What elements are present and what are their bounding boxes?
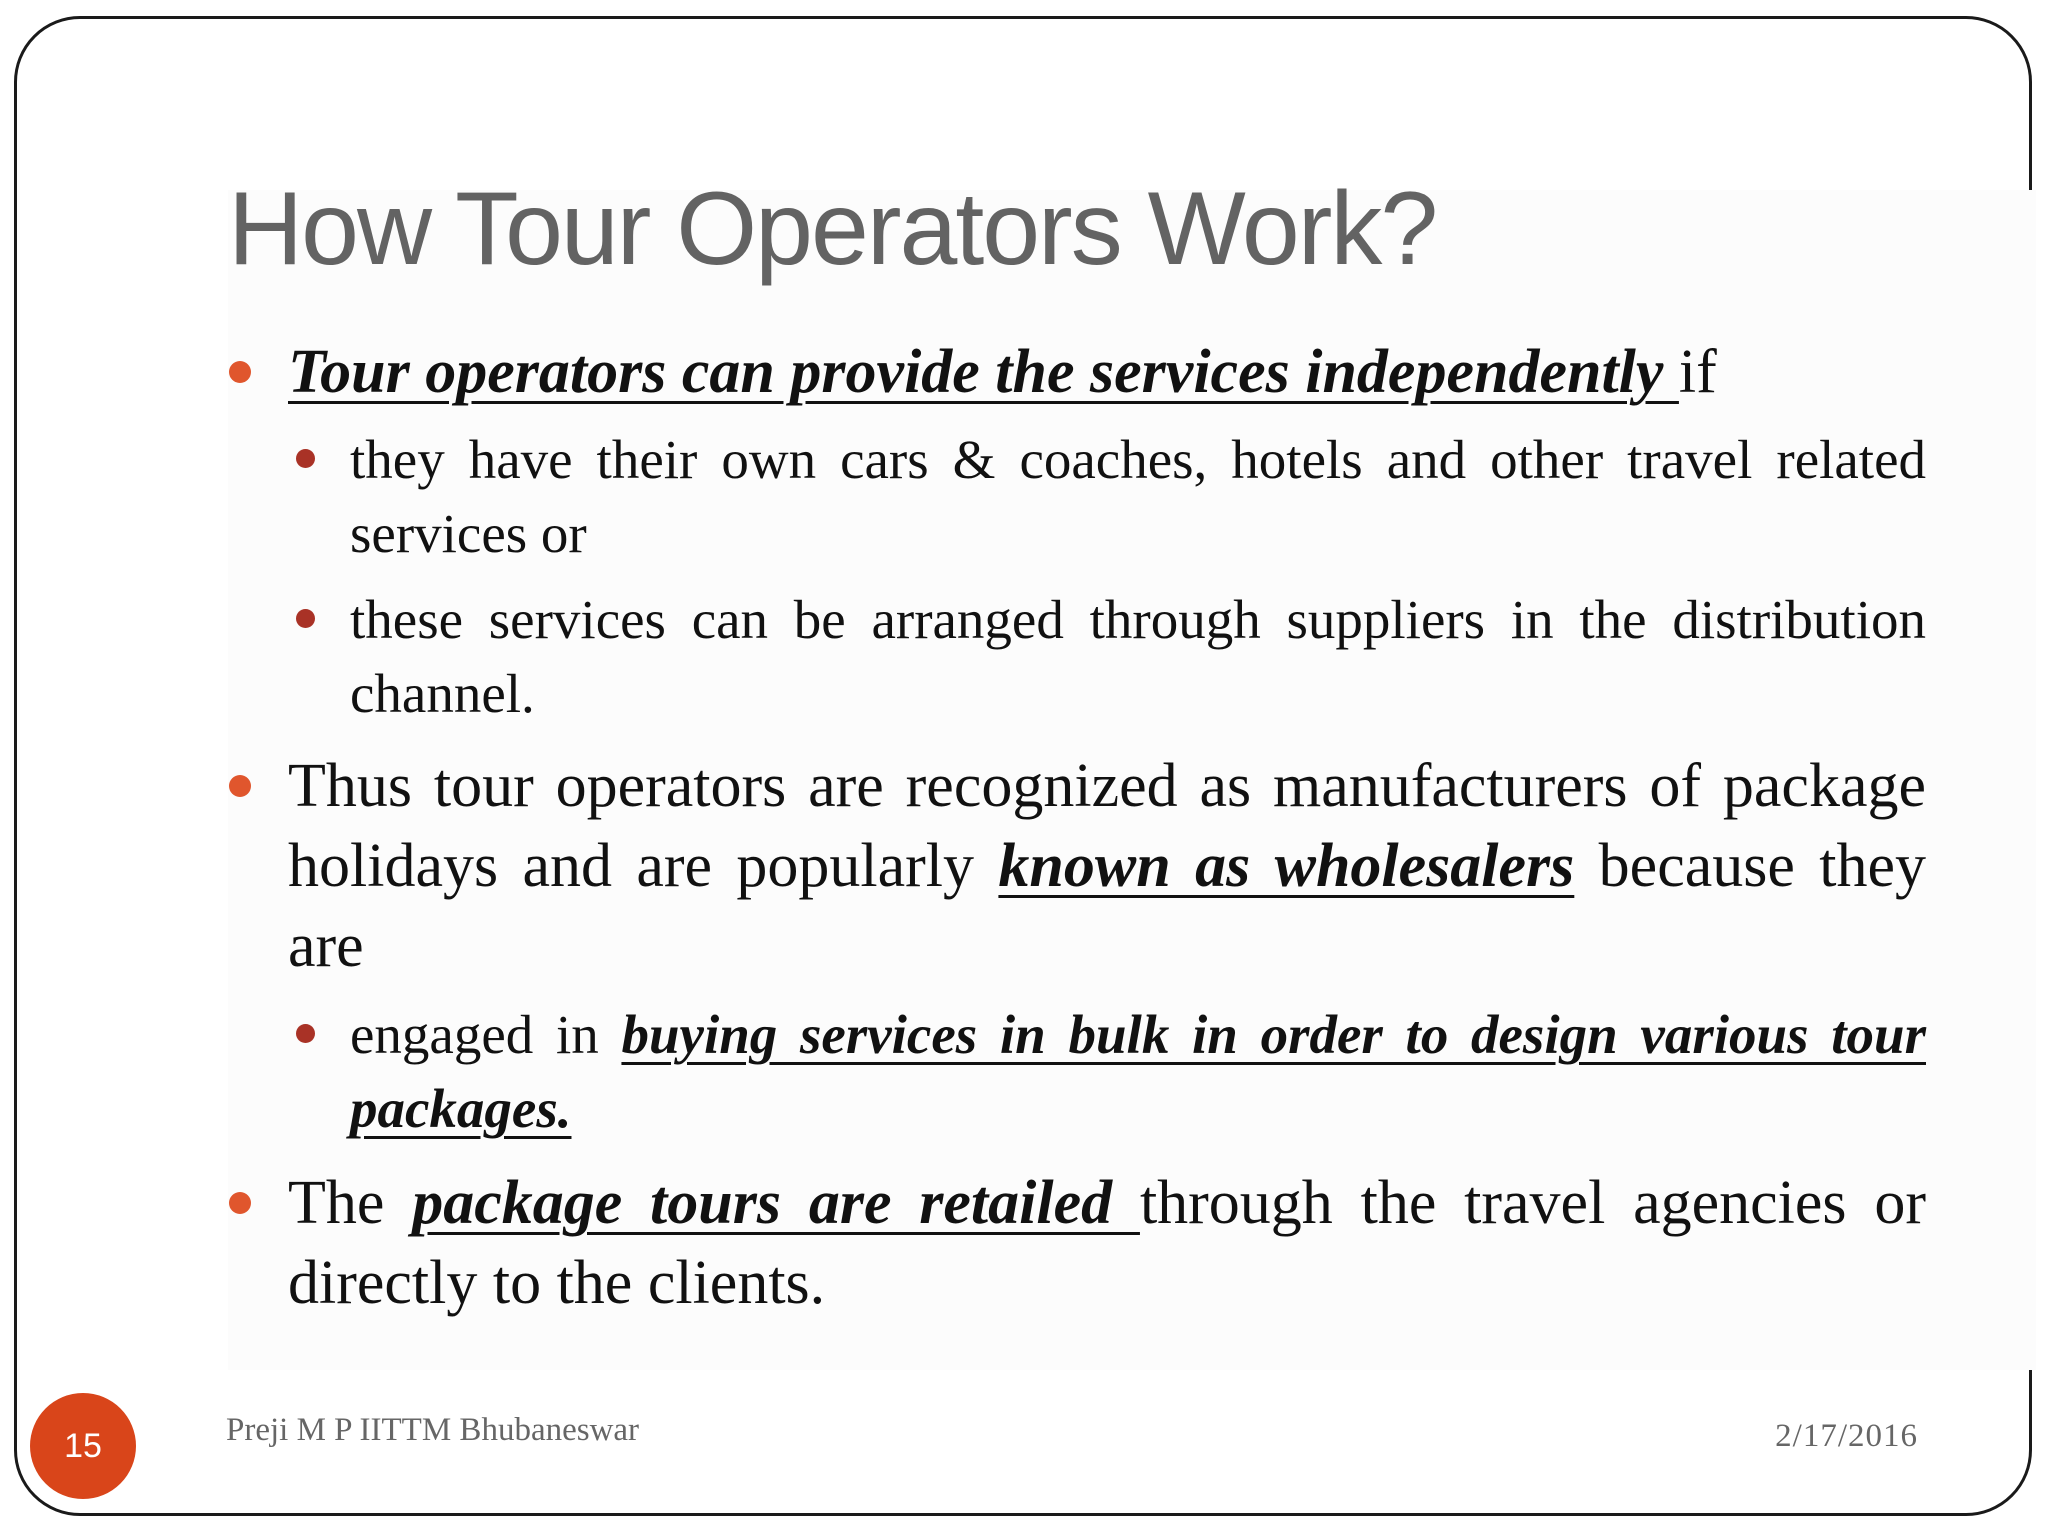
- sub-bullet-1-2-text: these services can be arranged through suppliers in the distribution channel.: [350, 589, 1926, 724]
- sub-bullet-1-1-text: they have their own cars & coaches, hotels and other travel related services or: [350, 429, 1926, 564]
- bullet-3-text-after: through the travel agencies or directly to the clients.: [288, 1169, 1926, 1317]
- sub-bullet-dot-icon: [296, 1024, 315, 1043]
- sub-bullet-dot-icon: [296, 609, 315, 628]
- slide-title: How Tour Operators Work?: [228, 171, 1437, 287]
- sub-bullet-2-1-emphasis: buying services in bulk in order to design various tour packages.: [350, 1004, 1926, 1139]
- bullet-item-1: [288, 332, 1926, 412]
- bullet-item-3: [288, 1163, 1926, 1323]
- sub-bullet-item-1-2: [350, 583, 1926, 731]
- bullet-3-emphasis: package tours are retailed: [412, 1169, 1140, 1237]
- bullet-dot-icon: [229, 775, 251, 797]
- bullet-2-emphasis: known as wholesalers: [998, 832, 1575, 900]
- bullet-3-text-before: The: [288, 1169, 413, 1237]
- bullet-item-2: [288, 746, 1926, 986]
- bullet-1-emphasis: Tour operators can provide the services independently: [288, 338, 1679, 406]
- sub-bullet-dot-icon: [296, 449, 315, 468]
- bullet-dot-icon: [229, 361, 251, 383]
- page-number-badge: 15: [30, 1393, 136, 1499]
- bullet-2-text-after: because they are: [288, 832, 1927, 980]
- sub-bullet-item-1-1: [350, 423, 1926, 571]
- footer-author: Preji M P IITTM Bhubaneswar: [226, 1412, 640, 1448]
- bullet-1-text: if: [1678, 338, 1717, 406]
- bullet-2-text-before: Thus tour operators are recognized as manufacturers of package holidays and are popularly: [288, 752, 1926, 900]
- footer-date: 2/17/2016: [1775, 1418, 1918, 1454]
- bullet-dot-icon: [229, 1192, 251, 1214]
- sub-bullet-2-1-text-before: engaged in: [350, 1004, 622, 1065]
- sub-bullet-item-2-1: [350, 998, 1926, 1146]
